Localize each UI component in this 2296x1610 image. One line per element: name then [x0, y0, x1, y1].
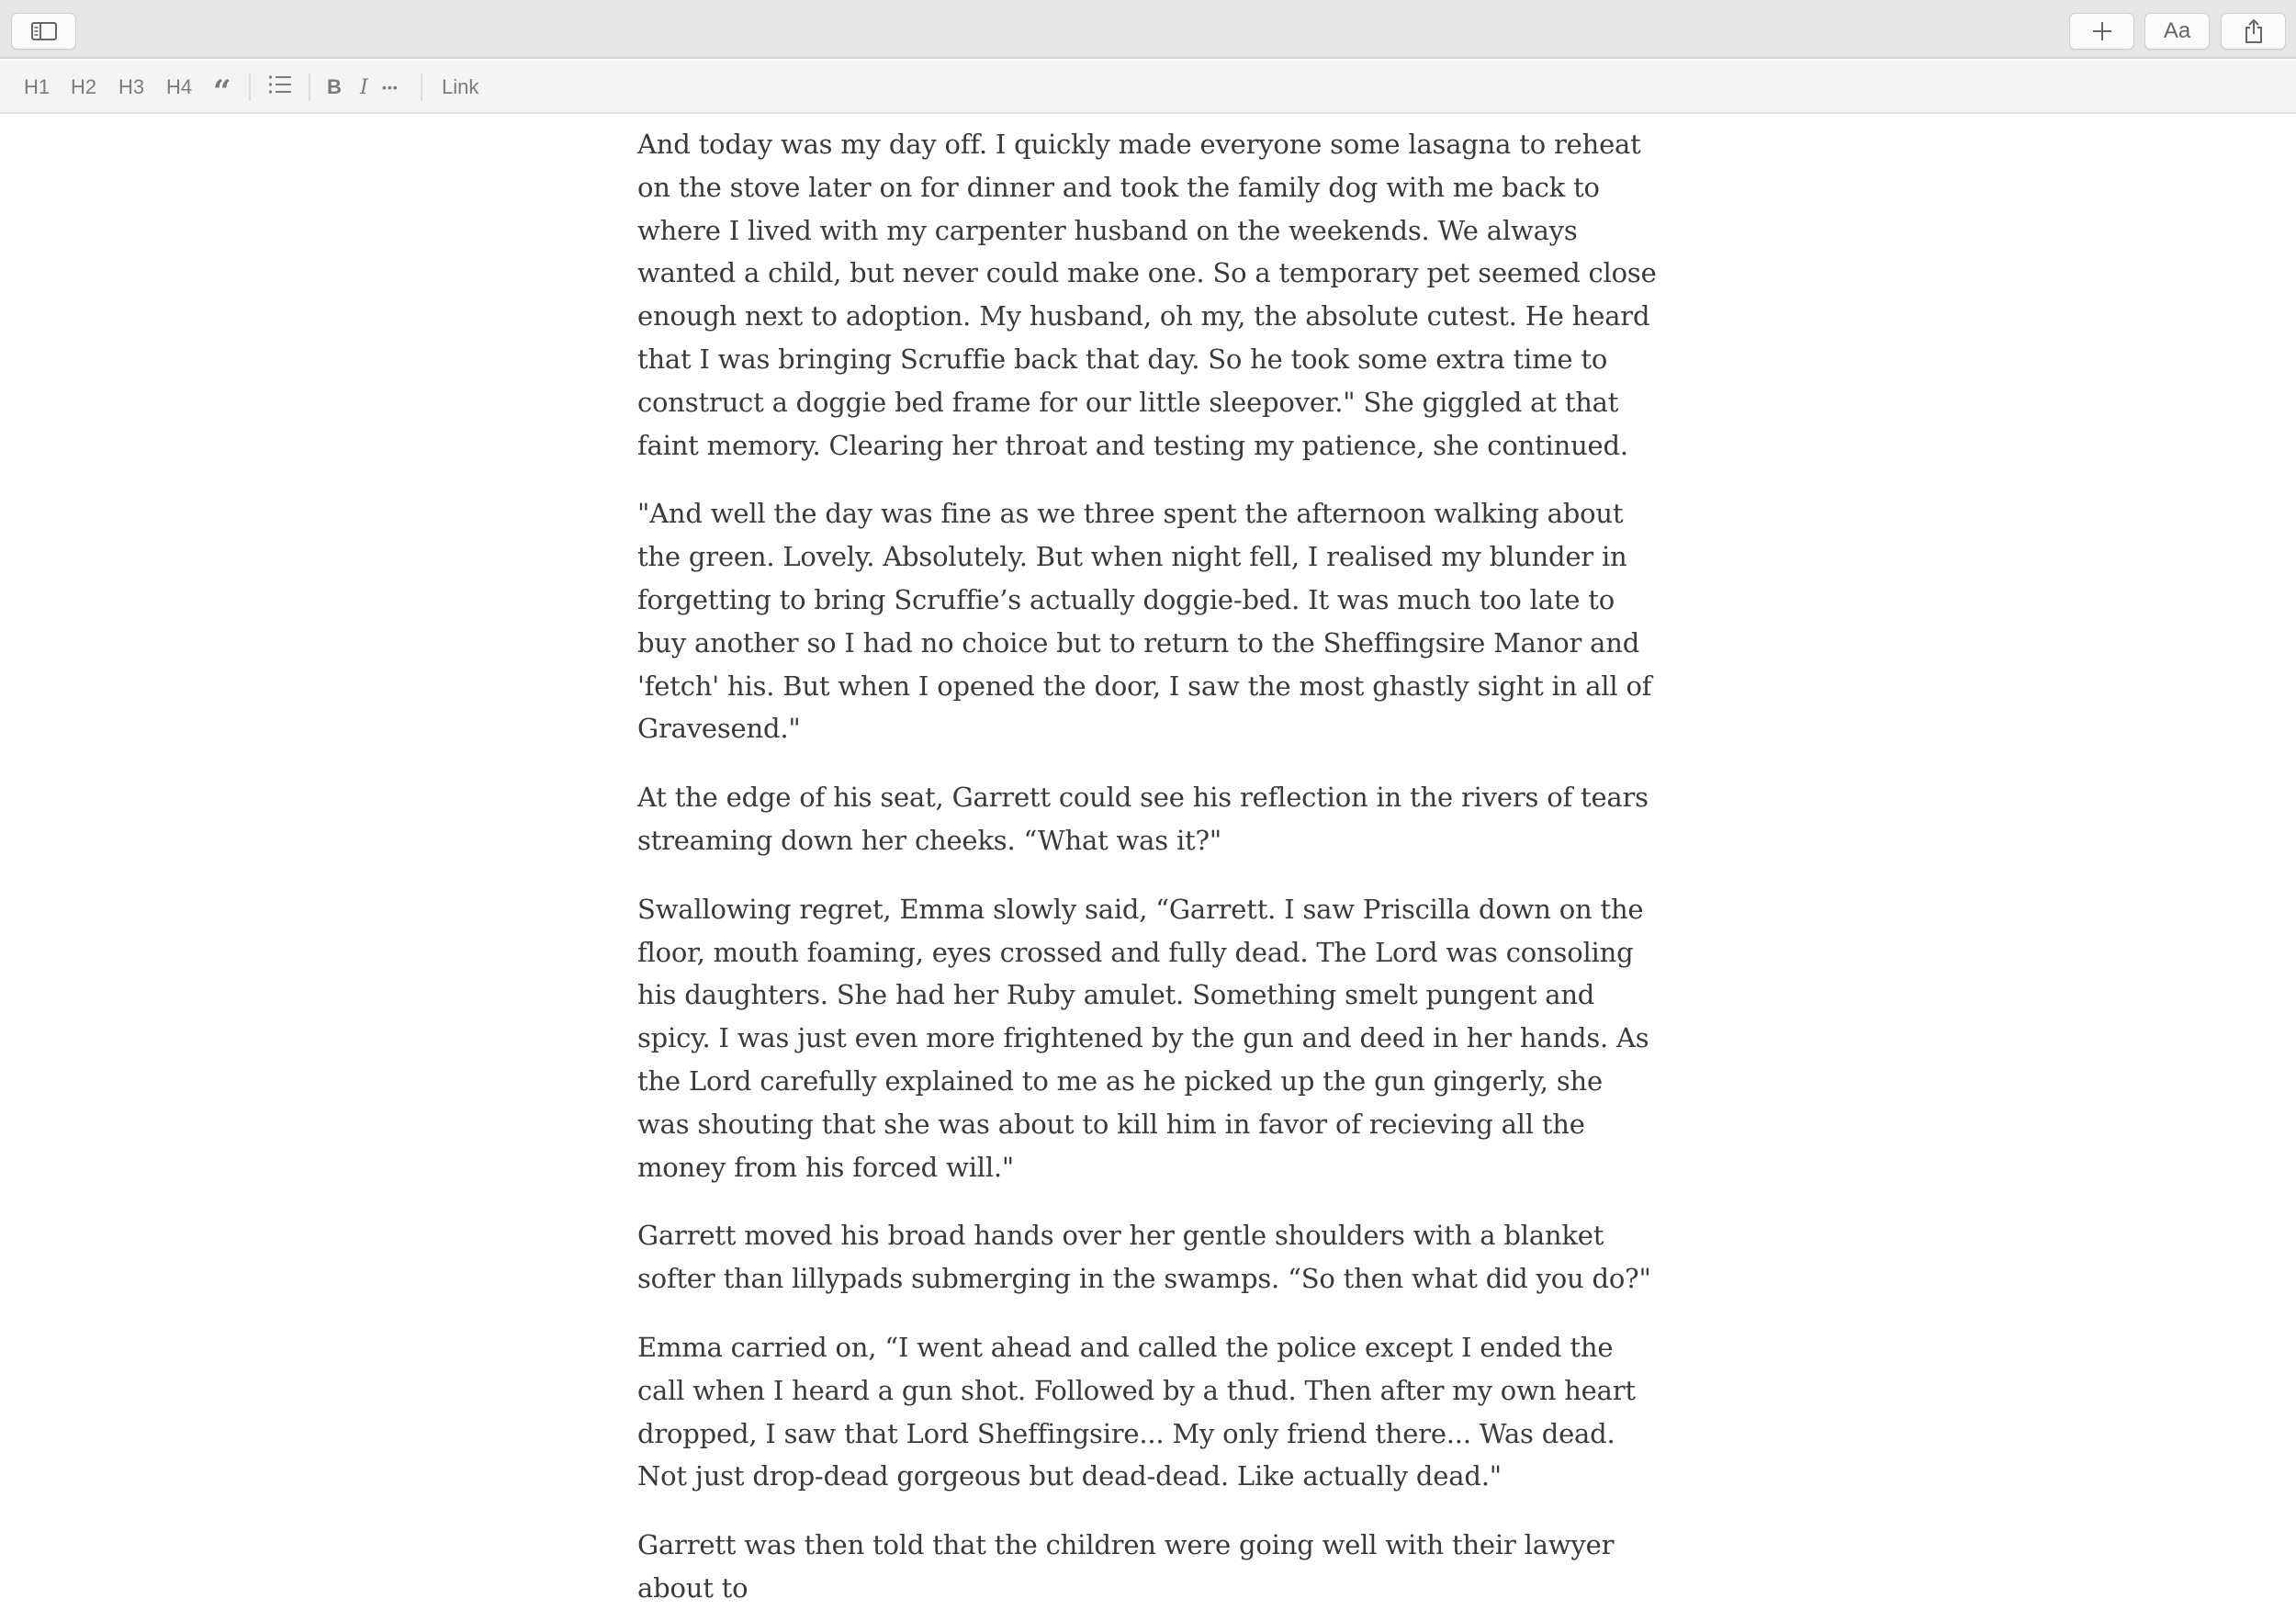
heading-2-button[interactable] — [71, 61, 96, 114]
paragraph: Garrett was then told that the children were going well with their lawyer about to — [637, 1529, 1615, 1604]
separator — [309, 73, 310, 101]
more-icon: ••• — [382, 80, 399, 95]
italic-button[interactable] — [360, 61, 368, 114]
new-note-button[interactable] — [2069, 13, 2134, 50]
heading-2-label: H2 — [71, 75, 97, 98]
document-body[interactable] — [637, 114, 1662, 1604]
paragraph: Garrett moved his broad hands over her gentle shoulders with a blanket softer than lillypads submerging in the swamps. “So then what did you do?" — [637, 1220, 1651, 1295]
format-bar — [0, 61, 2296, 114]
heading-1-button[interactable] — [24, 61, 50, 114]
italic-label: I — [360, 75, 368, 99]
separator — [249, 73, 251, 101]
bold-label: B — [327, 75, 342, 98]
title-bar — [0, 0, 2296, 59]
heading-3-button[interactable] — [118, 61, 144, 114]
list-icon — [268, 74, 292, 100]
sidebar-icon — [31, 22, 57, 40]
more-styles-button[interactable] — [382, 61, 399, 114]
font-style-label: Aa — [2163, 18, 2191, 43]
quote-icon: “ — [213, 73, 231, 110]
heading-3-label: H3 — [118, 75, 145, 98]
share-button[interactable] — [2221, 13, 2286, 50]
font-style-button[interactable] — [2144, 13, 2210, 50]
paragraph: Swallowing regret, Emma slowly said, “Garrett. I saw Priscilla down on the floor, mouth foaming, eyes crossed and fully dead. The Lord was consoling his daughters. She had her Ruby amulet. Something smelt pungent and spicy. I was just even more frightened by the gun and deed in her hands. As the Lord carefully explained to me as he picked up the gun gingerly, she was shouting that she was about to kill him in favor of recieving all the money from his forced will." — [637, 893, 1649, 1183]
paragraph: At the edge of his seat, Garrett could see his reflection in the rivers of tears streaming down her cheeks. “What was it?" — [637, 782, 1649, 856]
share-icon — [2244, 18, 2264, 44]
link-button[interactable] — [442, 61, 478, 114]
sidebar-toggle-button[interactable] — [11, 13, 76, 50]
heading-4-button[interactable] — [166, 61, 192, 114]
heading-4-label: H4 — [166, 75, 193, 98]
bold-button[interactable] — [327, 61, 342, 114]
separator — [421, 73, 422, 101]
blockquote-button[interactable] — [213, 61, 231, 114]
paragraph: And today was my day off. I quickly made everyone some lasagna to reheat on the stove later on for dinner and took the family dog with me back to where I lived with my carpenter husband on the weekends. We always wanted a child, but never could make one. So a temporary pet seemed close enough next to adoption. My husband, oh my, the absolute cutest. He heard that I was bringing Scruffie back that day. So he took some extra time to construct a doggie bed frame for our little sleepover." She giggled at that faint memory. Clearing her throat and testing my patience, she continued. — [637, 129, 1657, 461]
link-label: Link — [442, 75, 479, 98]
list-button[interactable] — [268, 61, 292, 114]
plus-icon — [2091, 20, 2113, 42]
heading-1-label: H1 — [24, 75, 51, 98]
paragraph: "And well the day was fine as we three spent the afternoon walking about the green. Lovely. Absolutely. But when night fell, I realised my blunder in forgetting to bring Scruffie’s actually doggie-bed. It was much too late to buy another so I had no choice but to return to the Sheffingsire Manor and 'fetch' his. But when I opened the door, I saw the most ghastly sight in all of Gravesend." — [637, 498, 1652, 745]
paragraph: Emma carried on, “I went ahead and called the police except I ended the call when I heard a gun shot. Followed by a thud. Then after my own heart dropped, I saw that Lord Sheffingsire... My only friend there... Was dead. Not just drop-dead gorgeous but dead-dead. Like actually dead." — [637, 1331, 1636, 1492]
